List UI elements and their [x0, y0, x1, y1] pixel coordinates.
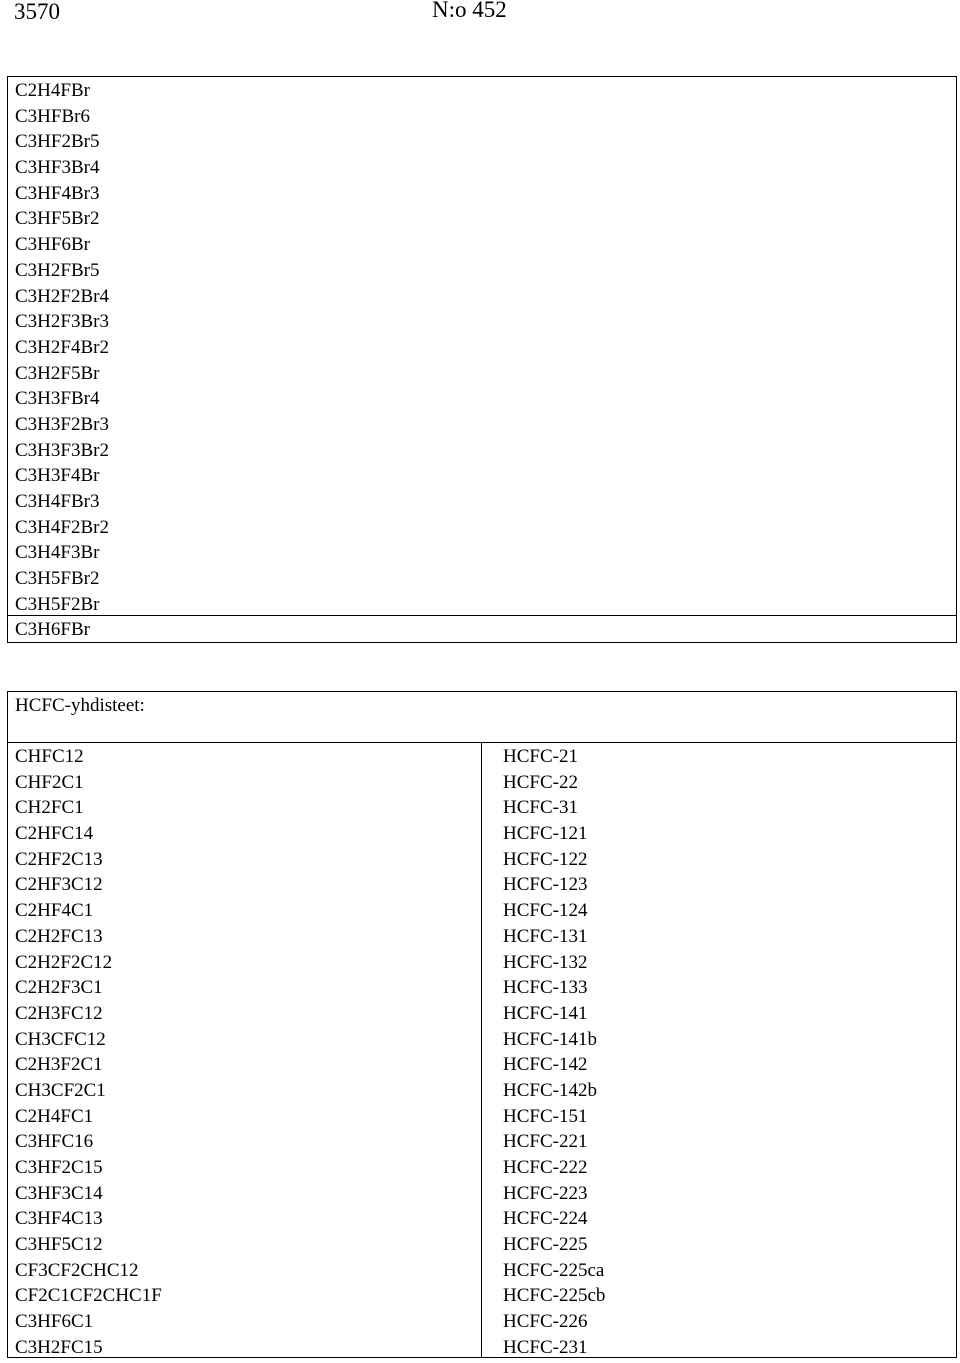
hcfc-code-item: HCFC-142b [503, 1079, 597, 1101]
bromo-compound-item: C3H4F3Br [15, 542, 100, 564]
hcfc-formula-item: CF2C1CF2CHC1F [15, 1285, 162, 1307]
bromo-compound-item: C3H2F4Br2 [15, 336, 109, 358]
hcfc-code-item: HCFC-151 [503, 1105, 588, 1127]
bromo-compound-item: C3H3F2Br3 [15, 413, 109, 435]
hcfc-formula-item: C2H2F3C1 [15, 977, 103, 999]
hcfc-formula-item: CH3CF2C1 [15, 1079, 106, 1101]
bromo-compound-item: C3H3F3Br2 [15, 439, 109, 461]
bromo-compound-item: C3H2F3Br3 [15, 311, 109, 333]
bromo-compound-item: C2H4FBr [15, 80, 90, 101]
bromo-compound-item: C3H6FBr [15, 619, 90, 641]
row-divider [8, 615, 956, 616]
hcfc-code-item: HCFC-132 [503, 951, 588, 973]
hcfc-code-item: HCFC-123 [503, 874, 588, 896]
hcfc-formula-item: C2HF4C1 [15, 900, 94, 922]
hcfc-code-item: HCFC-141b [503, 1028, 597, 1050]
hcfc-code-item: HCFC-124 [503, 900, 588, 922]
column-divider [481, 743, 482, 1357]
hcfc-code-item: HCFC-121 [503, 823, 588, 845]
bromo-compound-item: C3H3FBr4 [15, 388, 100, 410]
hcfc-code-item: HCFC-225ca [503, 1259, 605, 1281]
hcfc-formula-item: C3HF5C12 [15, 1234, 103, 1256]
hcfc-code-item: HCFC-225cb [503, 1285, 606, 1307]
bromo-compound-table [7, 76, 957, 643]
bromo-compound-item: C3H5F2Br [15, 593, 100, 615]
hcfc-code-item: HCFC-31 [503, 797, 578, 819]
hcfc-code-item: HCFC-226 [503, 1311, 588, 1333]
bromo-compound-item: C3H4FBr3 [15, 491, 100, 512]
hcfc-formula-item: CH2FC1 [15, 797, 84, 819]
hcfc-formula-item: C3HFC16 [15, 1131, 94, 1153]
bromo-compound-item: C3H2F5Br [15, 362, 100, 384]
bromo-compound-item: C3H5FBr2 [15, 568, 100, 590]
hcfc-code-item: HCFC-224 [503, 1208, 588, 1230]
bromo-compound-item: C3HF4Br3 [15, 182, 100, 204]
hcfc-code-item: HCFC-122 [503, 848, 588, 870]
hcfc-formula-item: C3H2FC15 [15, 1336, 103, 1358]
hcfc-formula-item: C3HF2C15 [15, 1157, 103, 1178]
hcfc-formula-item: C3HF3C14 [15, 1182, 103, 1204]
hcfc-formula-item: C2H3FC12 [15, 1002, 103, 1024]
hcfc-code-list [503, 744, 605, 1361]
hcfc-formula-item: C2H2F2C12 [15, 951, 113, 973]
hcfc-formula-item: C3HF4C13 [15, 1208, 103, 1230]
hcfc-formula-item: C3HF6C1 [15, 1311, 94, 1333]
bromo-compound-item: C3H3F4Br [15, 465, 100, 487]
bromo-compound-item: C3H2F2Br4 [15, 285, 109, 307]
hcfc-code-item: HCFC-21 [503, 746, 578, 767]
hcfc-code-item: HCFC-231 [503, 1336, 588, 1358]
hcfc-table [7, 691, 957, 1358]
hcfc-code-item: HCFC-133 [503, 977, 588, 999]
hcfc-formula-item: C2H2FC13 [15, 925, 103, 947]
hcfc-code-item: HCFC-221 [503, 1131, 588, 1153]
bromo-compound-item: C3H2FBr5 [15, 259, 100, 281]
hcfc-section-header [8, 692, 956, 743]
hcfc-code-item: HCFC-142 [503, 1054, 588, 1076]
hcfc-code-item: HCFC-131 [503, 925, 588, 947]
bromo-compound-item: C3HF5Br2 [15, 208, 100, 230]
hcfc-formula-item: C2H4FC1 [15, 1105, 94, 1127]
bromo-compound-list [15, 78, 109, 643]
hcfc-formula-item: C2HF2C13 [15, 848, 103, 870]
hcfc-formula-item: C2HFC14 [15, 823, 94, 845]
hcfc-code-item: HCFC-225 [503, 1234, 588, 1256]
hcfc-code-item: HCFC-141 [503, 1002, 588, 1024]
hcfc-formula-item: CHF2C1 [15, 771, 84, 793]
hcfc-formula-list [15, 744, 162, 1361]
hcfc-formula-item: CH3CFC12 [15, 1028, 106, 1050]
hcfc-section-title: HCFC-yhdisteet: [15, 695, 145, 716]
hcfc-code-item: HCFC-22 [503, 771, 578, 793]
hcfc-code-item: HCFC-222 [503, 1157, 588, 1178]
hcfc-formula-item: CHFC12 [15, 746, 84, 767]
bromo-compound-item: C3HFBr6 [15, 105, 90, 127]
bromo-compound-item: C3H4F2Br2 [15, 516, 109, 538]
hcfc-formula-item: C2H3F2C1 [15, 1054, 103, 1076]
hcfc-formula-item: C2HF3C12 [15, 874, 103, 896]
bromo-compound-item: C3HF6Br [15, 234, 90, 256]
hcfc-formula-item: CF3CF2CHC12 [15, 1259, 139, 1281]
bromo-compound-item: C3HF3Br4 [15, 157, 100, 179]
bromo-compound-item: C3HF2Br5 [15, 131, 100, 153]
issue-number: N:o 452 [432, 0, 507, 22]
page-number: 3570 [14, 0, 60, 24]
hcfc-code-item: HCFC-223 [503, 1182, 588, 1204]
